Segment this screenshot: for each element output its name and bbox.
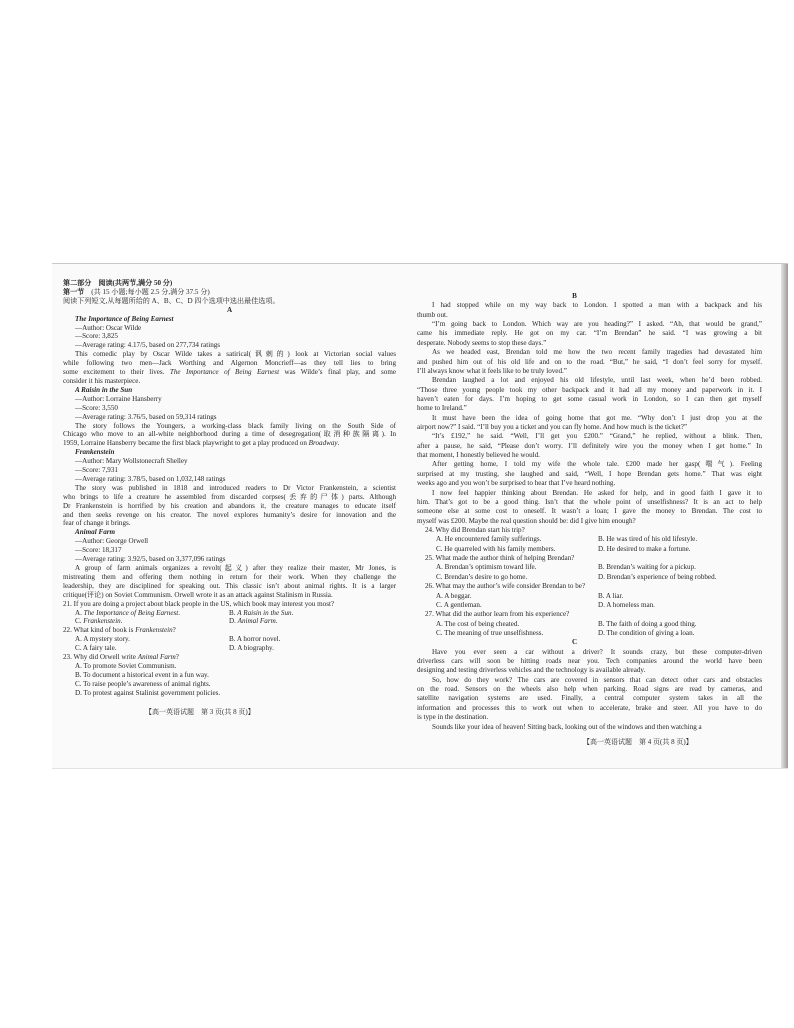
question-stem: [63, 653, 396, 662]
book-description-line-content: A group of farm animals organizes a revolt(起义) after they realize their master, Mr Jones, is: [75, 564, 396, 572]
article-paragraph-line: [417, 723, 762, 732]
story-paragraph-line-content: after a pause, he said, “Please don’t worry. I’ll definitely wire you the money when I get home.” In: [417, 441, 762, 450]
story-paragraph-line-content: weeks ago and you won’t be surprised to hear that I’ve heard nothing.: [417, 479, 616, 488]
option-row: [63, 680, 396, 689]
story-paragraph-line: [417, 301, 762, 310]
answer-option: B. To document a historical event in a fun way.: [75, 670, 209, 679]
book-title-content: Animal Farm: [75, 528, 116, 537]
book-score: [63, 404, 396, 413]
book-description-line: [63, 582, 396, 591]
book-description-line-content: while following two men—Jack Worthing and Algernon Moncrieff—as they tell lies to bring: [63, 359, 396, 368]
story-paragraph-line: [417, 358, 762, 367]
book-description-line-content: critique(评论) on Soviet Communism. Orwell wrote it as an attack against Stalinism in Russia.: [63, 590, 333, 599]
article-paragraph-line: [417, 666, 762, 675]
story-paragraph-line-content: desperate. Nobody seems to stop these days.”: [417, 338, 547, 347]
book-description-line-italic-title: Broadway: [308, 439, 338, 448]
story-paragraph-line-content: thumb out.: [417, 310, 448, 319]
book-description-line-content: The story was published in 1818 and introduced readers to Dr Victor Frankenstein, a scientist: [75, 483, 396, 492]
story-paragraph-line-content: “Those three young people took my other backpack and it had all my money and paperwork in it. I: [417, 385, 762, 394]
article-paragraph-line: [417, 713, 762, 722]
book-description-line-text: .: [337, 439, 340, 448]
section-title: (共 15 小题;每小题 2.5 分,满分 37.5 分): [91, 287, 210, 296]
answer-option-italic-title: Animal Farm: [237, 617, 276, 626]
book-title: [63, 315, 396, 324]
option-row: [63, 617, 396, 626]
book-description-line-text: was Wilde’s final play, and some: [279, 368, 396, 377]
article-paragraph-line: [417, 685, 762, 694]
answer-option-text: B.: [229, 608, 238, 617]
book-description-line-content: Dr Frankenstein is horrified by his creation and abandons it, the creature manages to educate itself: [63, 501, 396, 510]
answer-option: D. A biography.: [229, 644, 274, 653]
answer-option-text: A.: [75, 608, 84, 617]
answer-option: D. A homeless man.: [598, 600, 655, 609]
book-score: [63, 546, 396, 555]
option-row: [417, 629, 762, 638]
book-description-line-text: 1959, Lorraine Hansberry became the first black playwright to get a play produced on: [63, 439, 309, 448]
passage-b-label: B: [572, 292, 577, 300]
page-3-footer: 【高一英语试题 第 3 页(共 8 页)】: [145, 708, 255, 716]
answer-option: C. The meaning of true unselfishness.: [436, 628, 544, 637]
story-paragraph-line: [417, 489, 762, 498]
story-paragraph-line-content: myself was £200. Maybe the real question should be: did I give him enough?: [417, 516, 636, 525]
answer-option: D. To protest against Stalinist government policies.: [75, 688, 221, 697]
answer-option-text: .: [275, 617, 278, 626]
book-description-line: [63, 519, 396, 528]
answer-option-italic-title: A Raisin in the Sun: [237, 608, 292, 617]
story-paragraph-line: [417, 320, 762, 329]
book-description-line: [63, 573, 396, 582]
story-paragraph-line-content: home to Ireland.”: [417, 404, 467, 413]
story-paragraph-line: [417, 460, 762, 469]
passage-a-questions: [63, 600, 396, 698]
story-paragraph-line: [417, 311, 762, 320]
question-stem-text: ?: [175, 653, 179, 662]
option-row: [417, 573, 762, 582]
answer-option: B. A liar.: [598, 591, 624, 600]
page-3-column: [63, 279, 396, 698]
article-paragraph-line-content: designing and testing driverless vehicles and the technology is available already.: [417, 666, 646, 675]
page-4-column: [417, 292, 762, 732]
book-description-line-content: This comedic play by Oscar Wilde takes a satirical(讽刺的) look at Victorian social values: [75, 350, 396, 359]
answer-option: [229, 617, 277, 626]
story-paragraph-line-content: I now feel happier thinking about Brendan. He asked for help, and in good faith I gave it to: [432, 488, 762, 497]
passage-b-story: [417, 301, 762, 526]
book-list: [63, 315, 396, 600]
story-paragraph-line: [417, 329, 762, 338]
answer-option: [75, 617, 229, 626]
book-description-line-text: some excitement to their lives.: [63, 368, 170, 377]
answer-option: B. The faith of doing a good thing.: [598, 619, 697, 628]
answer-option: C. Brendan’s desire to go home.: [436, 572, 528, 581]
book-title-content: Frankenstein: [75, 448, 115, 457]
answer-option: A. The cost of being cheated.: [436, 619, 520, 628]
question-stem: [417, 554, 762, 563]
option-row: [417, 592, 762, 601]
answer-option: C. To raise people’s awareness of animal rights.: [75, 679, 211, 688]
book-author-content: —Author: Mary Wollstonecraft Shelley: [75, 457, 188, 466]
question-stem: [63, 600, 396, 609]
answer-option: A. To promote Soviet Communism.: [75, 661, 177, 670]
book-description-line: [63, 564, 396, 573]
option-row: [417, 545, 762, 554]
book-rating-content: —Average rating: 4.17/5, based on 277,734 ratings: [75, 341, 221, 350]
article-paragraph-line: [417, 648, 762, 657]
answer-option-text: D.: [229, 617, 238, 626]
story-paragraph-line-content: airport now?” I said. “I’ll buy you a ticket and you can fly home. And how much is the ticket?”: [417, 423, 688, 432]
option-row: [63, 635, 396, 644]
book-score: [63, 332, 396, 341]
story-paragraph-line-content: “It’s £192,” he said. “Well, I’ll get you £200.” “Grand,” he replied, without a blink. Then,: [432, 432, 762, 441]
question-stem-content: 26. What may the author’s wife consider Brendan to be?: [425, 582, 586, 591]
book-description-line-content: and then seeks revenge on his creator. The novel explores humanity’s desire for innovation and the: [63, 510, 396, 519]
question-stem-italic-title: Animal Farm: [137, 653, 176, 662]
question-stem-content: 21. If you are doing a project about black people in the US, which book may interest you most?: [63, 599, 335, 608]
question-stem-italic-title: Frankenstein: [135, 626, 173, 635]
answer-option-text: .: [120, 617, 123, 626]
option-row: [417, 563, 762, 572]
answer-option-text: C.: [75, 617, 84, 626]
answer-option: A. A mystery story.: [75, 635, 130, 644]
answer-option: A. He encountered family sufferings.: [436, 535, 542, 544]
book-description-line: [63, 359, 396, 368]
book-title: [63, 448, 396, 457]
book-score: [63, 466, 396, 475]
book-description-line: [63, 350, 396, 359]
story-paragraph-line: [417, 479, 762, 488]
option-row: [63, 644, 396, 653]
answer-option: C. A fairy tale.: [75, 644, 117, 653]
passage-b-questions: [417, 526, 762, 638]
book-rating: [63, 341, 396, 350]
article-paragraph-line-content: driverless cars will soon be hitting roads near you. Tech companies around the world have been: [417, 657, 762, 666]
book-description-line: [63, 493, 396, 502]
part-label: 第二部分: [63, 279, 92, 287]
book-title-content: A Raisin in the Sun: [75, 385, 133, 394]
book-description-line: [63, 439, 396, 448]
option-row: [63, 689, 396, 698]
section-header: [63, 288, 396, 297]
book-rating: [63, 475, 396, 484]
book-rating: [63, 555, 396, 564]
book-author-content: —Author: Lorraine Hansberry: [75, 394, 162, 403]
book-author: [63, 457, 396, 466]
story-paragraph-line-content: As we headed east, Brendan told me how the two recent family tragedies had devastated him: [432, 348, 762, 357]
section-label: 第一节: [63, 287, 85, 296]
answer-option: [75, 609, 229, 618]
part-header: [63, 279, 396, 288]
story-paragraph-line: [417, 348, 762, 357]
option-row: [63, 662, 396, 671]
question-stem: [63, 626, 396, 635]
question-stem-content: 24. Why did Brendan start his trip?: [425, 525, 525, 534]
article-paragraph-line-content: information and processes this to work out when to accelerate, brake and steer. All you have to do: [417, 703, 762, 712]
book-description-line-italic-title: The Importance of Being Earnest: [169, 368, 280, 377]
book-description-line-content: consider it his masterpiece.: [63, 376, 141, 385]
article-paragraph-line: [417, 676, 762, 685]
story-paragraph-line-content: I had stopped while on my way back to London. I spotted a man with a backpack and his: [432, 301, 762, 310]
question-stem: [417, 582, 762, 591]
question-stem-content: 25. What made the author think of helping Brendan?: [425, 554, 575, 563]
book-description-line: [63, 591, 396, 600]
option-row: [417, 601, 762, 610]
book-rating-content: —Average rating: 3.78/5, based on 1,032,148 ratings: [75, 474, 226, 483]
question-stem-text: 22. What kind of book is: [63, 626, 136, 635]
question-stem: [417, 610, 762, 619]
article-paragraph-line-content: Sounds like your idea of heaven! Sitting back, looking out of the windows and then watching a: [432, 722, 702, 731]
question-stem: [417, 526, 762, 535]
story-paragraph-line: [417, 386, 762, 395]
answer-option: B. Brendan’s waiting for a pickup.: [598, 563, 696, 572]
book-description-line: [63, 430, 396, 439]
story-paragraph-line-content: I’ll always know what it feels like to be truly loved.”: [417, 366, 567, 375]
page-4-footer: 【高一英语试题 第 4 页(共 8 页)】: [583, 738, 693, 746]
passage-c-label: C: [571, 638, 578, 647]
article-paragraph-line: [417, 657, 762, 666]
book-description-line: [63, 368, 396, 377]
answer-option: B. He was tired of his old lifestyle.: [598, 535, 698, 544]
article-paragraph-line: [417, 694, 762, 703]
option-row: [63, 671, 396, 680]
question-stem-text: 23. Why did Orwell write: [63, 653, 138, 662]
story-paragraph-line-content: and pushed him out of his old life and on to the road. “But,” he said, “I don’t feel sorry for myself.: [417, 357, 762, 366]
question-stem-content: [63, 653, 179, 661]
option-row: [63, 609, 396, 618]
book-description-line: [63, 502, 396, 511]
answer-option: B. A horror novel.: [229, 635, 281, 644]
book-author-content: —Author: Oscar Wilde: [75, 323, 142, 332]
book-description-line: [63, 511, 396, 520]
answer-option-text: .: [291, 608, 294, 617]
story-paragraph-line: [417, 404, 762, 413]
question-stem-content: 27. What did the author learn from his experience?: [425, 610, 570, 619]
book-score-content: —Score: 3,550: [75, 403, 118, 412]
question-stem-content: [63, 626, 176, 634]
book-description-line-content: Chicago who move to an all-white neighborhood during a time of desegregation(取消种族隔离). In: [63, 430, 396, 439]
book-rating-content: —Average rating: 3.76/5, based on 59,314 ratings: [75, 412, 217, 421]
answer-option: D. Brendan’s experience of being robbed.: [598, 572, 717, 581]
answer-option: A. Brendan’s optimism toward life.: [436, 563, 537, 572]
story-paragraph-line: [417, 442, 762, 451]
book-author: [63, 324, 396, 333]
story-paragraph-line: [417, 517, 762, 526]
book-description-line-content: [63, 368, 396, 376]
part-title: 阅读(共两节,满分 50 分): [98, 279, 173, 287]
passage-c-article: [417, 648, 762, 732]
option-row: [417, 535, 762, 544]
book-description-line-content: The story follows the Youngers, a working-class black family living on the South Side of: [75, 421, 396, 430]
book-score-content: —Score: 7,931: [75, 466, 118, 475]
article-paragraph-line: [417, 704, 762, 713]
story-paragraph-line-content: “I’m going back to London. Which way are you heading?” I asked. “Ah, that would be grand,”: [432, 320, 762, 329]
story-paragraph-line: [417, 339, 762, 348]
article-paragraph-line-content: on the road. Sensors on the wheels also help when parking. Road signs are read by cameras, and: [417, 685, 762, 694]
story-paragraph-line-content: that moment, I honestly believed he would.: [417, 451, 540, 460]
story-paragraph-line: [417, 414, 762, 423]
answer-option: A. A beggar.: [436, 591, 472, 600]
story-paragraph-line: [417, 395, 762, 404]
story-paragraph-line-content: him. That’s got to be a good thing. Isn’t that the whole point of unselfishness? It is an act to help: [417, 497, 762, 506]
answer-option-italic-title: Frankenstein: [83, 617, 121, 626]
book-author: [63, 395, 396, 404]
story-paragraph-line: [417, 367, 762, 376]
book-description-line-content: who brings to life a creature he assembled from discarded corpses(丢弃的尸体) parts. Although: [63, 492, 396, 501]
story-paragraph-line-content: came his immediate reply. He got on my car. “I’m Brendan” he said. “I was growing a bit: [417, 329, 762, 338]
book-score-content: —Score: 3,825: [75, 332, 118, 341]
article-paragraph-line-content: Have you ever seen a car without a driver? It sounds crazy, but these computer-driven: [432, 647, 762, 656]
book-description-line-content: [63, 439, 339, 447]
answer-option: C. He quarreled with his family members.: [436, 544, 556, 553]
story-paragraph-line: [417, 423, 762, 432]
passage-a-label: A: [226, 305, 233, 314]
book-title: [63, 386, 396, 395]
answer-option: [229, 609, 293, 618]
book-author: [63, 537, 396, 546]
story-paragraph-line-content: someone else at some cost to oneself. It wasn’t a loan; I gave the money to Brendan. The cost to: [417, 507, 762, 516]
story-paragraph-line: [417, 376, 762, 385]
story-paragraph-line: [417, 470, 762, 479]
story-paragraph-line: [417, 432, 762, 441]
option-row: [417, 620, 762, 629]
story-paragraph-line-content: After getting home, I told my wife the whole tale. £200 made her gasp(喘气). Feeling: [432, 460, 762, 469]
answer-option-text: .: [178, 608, 181, 617]
article-paragraph-line-content: satellite navigation systems are used. Finally, a central computer system takes in all the: [417, 694, 762, 703]
book-description-line: [63, 377, 396, 386]
story-paragraph-line: [417, 498, 762, 507]
answer-option: C. A gentleman.: [436, 600, 482, 609]
story-paragraph-line-content: surprised at my trusting, she laughed and said, “Well, I hope Brendan gets home.” That was eight: [417, 469, 762, 478]
instruction: 阅读下列短文,从每题所给的 A、B、C、D 四个选项中选出最佳选项。: [63, 296, 280, 305]
article-paragraph-line-content: So, how do they work? The cars are covered in sensors that can detect other cars and obstacles: [432, 675, 762, 684]
book-rating: [63, 413, 396, 422]
article-paragraph-line-content: is type in the destination.: [417, 713, 489, 722]
story-paragraph-line-content: It must have been the idea of going home that got me. “Why don’t I just drop you at the: [432, 413, 762, 422]
book-score-content: —Score: 18,317: [75, 546, 122, 555]
answer-option: D. He desired to make a fortune.: [598, 544, 691, 553]
page-edge-shadow: [781, 264, 788, 768]
book-description-line-content: fear of change it brings.: [63, 519, 131, 528]
book-title-content: The Importance of Being Earnest: [75, 314, 174, 323]
story-paragraph-line-content: Brendan laughed a lot and enjoyed his old lifestyle, until last week, when he’d been robbed.: [432, 376, 762, 385]
book-description-line-content: mistreating them and offering them nothing in return for their work. When they challenge the: [63, 572, 396, 581]
book-rating-content: —Average rating: 3.92/5, based on 3,377,096 ratings: [75, 555, 226, 564]
story-paragraph-line: [417, 507, 762, 516]
book-description-line-content: leadership, they are disciplined for speaking out. This classic isn’t about animal rights. It is a larger: [63, 581, 396, 590]
answer-option: D. The condition of giving a loan.: [598, 628, 695, 637]
book-description-line: [63, 484, 396, 493]
book-author-content: —Author: George Orwell: [75, 537, 149, 546]
answer-option-italic-title: The Importance of Being Earnest: [83, 608, 179, 617]
story-paragraph-line-content: haven’t eaten for days. I’m hoping to get some casual work in London, so I can then get myself: [417, 394, 762, 403]
book-title: [63, 528, 396, 537]
question-stem-text: ?: [172, 626, 176, 635]
